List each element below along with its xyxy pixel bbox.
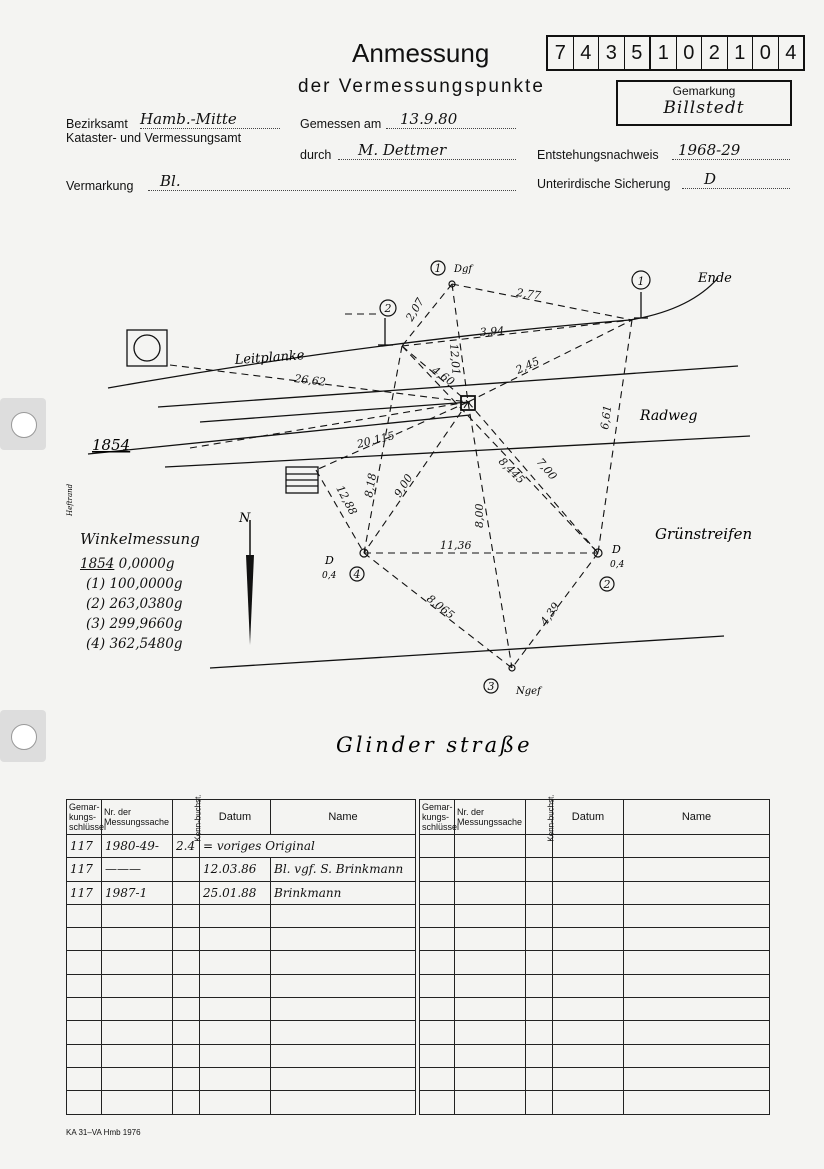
north-label: N	[239, 511, 251, 526]
measure-line	[468, 402, 512, 668]
digit: 5	[625, 37, 652, 69]
kataster-label: Kataster- und Vermessungsamt	[66, 131, 242, 145]
vermarkung-value: Bl.	[148, 172, 516, 191]
digit: 7	[548, 37, 574, 69]
col-header: Nr. der Messungssache	[102, 800, 173, 835]
table-row	[420, 1021, 770, 1044]
col-header: Nr. der Messungssache	[455, 800, 526, 835]
digit: 0	[753, 37, 779, 69]
digit: 1	[728, 37, 754, 69]
table-header-row	[420, 800, 770, 835]
digit: 3	[599, 37, 625, 69]
measure-value: 4,60	[429, 363, 457, 389]
cell: 2.4	[173, 835, 200, 858]
measure-value: 8,00	[473, 503, 486, 528]
winkel-row: (1) 100,0000g	[86, 576, 183, 592]
measure-value: 8,18	[362, 472, 380, 499]
measure-value: 4,39	[537, 600, 563, 628]
table-row	[420, 998, 770, 1021]
winkel-list	[80, 554, 183, 654]
winkel-row: (2) 263,0380g	[86, 596, 183, 612]
measure-value: 2,77	[515, 286, 542, 303]
table-row	[420, 904, 770, 927]
table-row	[67, 928, 416, 951]
road-edge-line	[165, 436, 750, 467]
measure-value: 12,88	[333, 483, 360, 518]
winkel-row: (3) 299,9660g	[86, 616, 183, 632]
svg-text:1: 1	[637, 275, 645, 288]
table-row	[420, 928, 770, 951]
table-row	[420, 1067, 770, 1090]
measure-value: 9,00	[391, 471, 416, 500]
svg-text:2: 2	[384, 302, 392, 315]
measure-line	[598, 320, 632, 553]
cell: 117	[67, 835, 102, 858]
gruenstreifen-label: Grünstreifen	[655, 525, 753, 543]
durch-value: M. Dettmer	[338, 141, 516, 160]
table-row	[67, 1067, 416, 1090]
col-header: Name	[624, 800, 770, 835]
measure-value: 3,94	[479, 324, 505, 339]
point2-tag: D	[612, 543, 621, 556]
measure-value: 12,01	[447, 343, 463, 376]
digit: 2	[702, 37, 728, 69]
cell: Brinkmann	[271, 881, 416, 904]
cell: Bl. vgf. S. Brinkmann	[271, 858, 416, 881]
table-row	[67, 1021, 416, 1044]
digit: 4	[785, 42, 797, 64]
table-row	[67, 881, 416, 904]
table-row	[67, 1091, 416, 1114]
col-header: Datum	[200, 800, 271, 835]
gemarkung-label: Gemarkung	[672, 84, 736, 98]
north-arrow	[246, 555, 254, 645]
measure-line	[190, 402, 468, 448]
vermarkung-label: Vermarkung	[66, 179, 134, 193]
bezirksamt-label: Bezirksamt	[66, 117, 128, 131]
heftrand-label: Heftrand	[66, 483, 74, 516]
digit: 4	[574, 37, 600, 69]
col-header: Gemar-kungs-schlüssel	[67, 800, 102, 835]
street-label: Glinder straße	[336, 733, 533, 757]
marker-circle	[134, 335, 160, 361]
svg-text:1: 1	[434, 262, 442, 275]
svg-text:2: 2	[603, 578, 611, 591]
point4-tag: D	[325, 554, 334, 567]
ref-1854-label: 1854	[92, 436, 131, 454]
table-row	[67, 998, 416, 1021]
table-header-row	[67, 800, 416, 835]
measure-line	[402, 320, 632, 346]
measure-value: 11,36	[440, 539, 472, 552]
sicherung-label: Unterirdische Sicherung	[537, 177, 671, 191]
table-row	[420, 951, 770, 974]
radweg-label: Radweg	[640, 408, 698, 424]
cell: 1987-1	[102, 881, 173, 904]
table-row	[420, 974, 770, 997]
point2-sub: 0,4	[610, 560, 625, 570]
table-row	[67, 974, 416, 997]
cell: ———	[102, 858, 173, 881]
table-row	[67, 904, 416, 927]
page-title: Anmessung	[352, 38, 490, 68]
winkel-row: 1854 0,0000g	[80, 556, 175, 572]
table-row	[67, 951, 416, 974]
col-header: Datum	[553, 800, 624, 835]
measure-value: 20,115	[355, 428, 397, 451]
col-header: Kenn-buchst.	[173, 800, 200, 835]
table-row	[420, 858, 770, 881]
measure-value: 2,45	[513, 354, 542, 377]
table-row	[67, 835, 416, 858]
table-row	[420, 1091, 770, 1114]
winkel-row: (4) 362,5480g	[86, 636, 183, 652]
register-table-right	[419, 793, 770, 1115]
table-row	[67, 1044, 416, 1067]
digit: 0	[677, 37, 703, 69]
road-edge-line	[210, 636, 724, 668]
digit: 1	[651, 37, 677, 69]
gemarkung-value: Billstedt	[663, 98, 745, 118]
measure-line	[364, 346, 402, 553]
page-subtitle: der Vermessungspunkte	[298, 76, 545, 97]
sicherung-value: D	[682, 170, 790, 189]
entstehung-label: Entstehungsnachweis	[537, 148, 659, 162]
measure-value: 8,065	[424, 592, 457, 622]
point3-tag: Ngef	[516, 686, 541, 697]
form-footer: KA 31–VA Hmb 1976	[66, 1128, 141, 1137]
measure-line	[468, 402, 598, 553]
point4-sub: 0,4	[322, 571, 337, 581]
table-row	[420, 835, 770, 858]
table-row	[67, 858, 416, 881]
cell: 25.01.88	[200, 881, 271, 904]
ende-label: Ende	[698, 271, 732, 286]
road-edge-line	[88, 415, 470, 454]
svg-text:3: 3	[487, 680, 495, 693]
cell	[173, 858, 200, 881]
entstehung-value: 1968-29	[672, 141, 790, 160]
col-header: Gemar-kungs-schlüssel	[420, 800, 455, 835]
durch-label: durch	[300, 148, 332, 162]
table-row	[420, 1044, 770, 1067]
measure-value: 8,445	[495, 454, 528, 487]
measure-value: 6,61	[598, 404, 615, 431]
leitplanke-label: Leitplanke	[234, 348, 305, 368]
svg-text:4: 4	[353, 568, 361, 581]
gemessen-label: Gemessen am	[300, 117, 382, 131]
col-header: Name	[271, 800, 416, 835]
register-table-left	[66, 793, 416, 1115]
cell: 1980-49-	[102, 835, 173, 858]
cell: 117	[67, 858, 102, 881]
cell: 12.03.86	[200, 858, 271, 881]
measure-value: 7,00	[533, 455, 560, 483]
winkel-title: Winkelmessung	[80, 530, 200, 548]
gemessen-value: 13.9.80	[386, 110, 516, 129]
cell	[173, 881, 200, 904]
point1-tag: Dgf	[454, 264, 473, 275]
table-row	[420, 881, 770, 904]
measure-value: 26,62	[293, 372, 327, 389]
cell: 117	[67, 881, 102, 904]
measure-value: 2,07	[403, 295, 427, 324]
bezirksamt-value: Hamb.-Mitte	[140, 110, 280, 129]
measure-line	[452, 284, 632, 320]
cell: = voriges Original	[200, 835, 416, 858]
col-header: Kenn-buchst.	[526, 800, 553, 835]
